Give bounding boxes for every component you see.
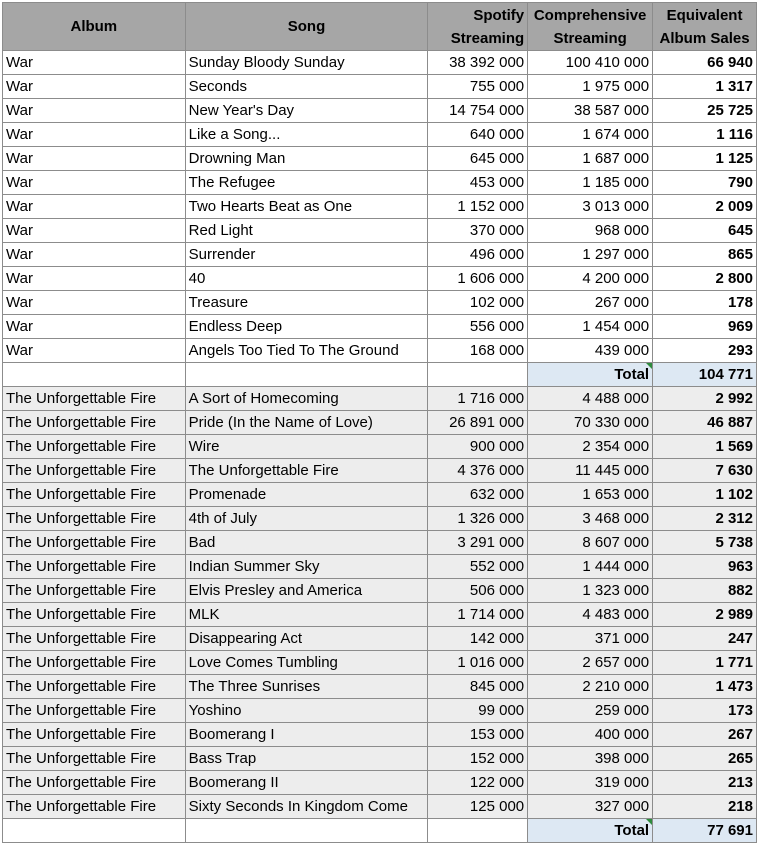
- equivalent-album-sales-cell[interactable]: 247: [653, 627, 757, 651]
- comprehensive-streaming-cell[interactable]: 1 185 000: [528, 171, 653, 195]
- song-cell[interactable]: Love Comes Tumbling: [185, 651, 428, 675]
- equivalent-album-sales-cell[interactable]: 790: [653, 171, 757, 195]
- comprehensive-streaming-cell[interactable]: 4 488 000: [528, 387, 653, 411]
- song-cell[interactable]: Angels Too Tied To The Ground: [185, 339, 428, 363]
- song-cell[interactable]: Red Light: [185, 219, 428, 243]
- spotify-streaming-cell[interactable]: 506 000: [428, 579, 528, 603]
- table-row: [3, 267, 757, 291]
- spotify-streaming-cell[interactable]: 1 152 000: [428, 195, 528, 219]
- equivalent-album-sales-cell[interactable]: 2 312: [653, 507, 757, 531]
- song-cell[interactable]: Sunday Bloody Sunday: [185, 51, 428, 75]
- table-row: [3, 747, 757, 771]
- table-row: [3, 315, 757, 339]
- total-row: [3, 819, 757, 843]
- comprehensive-streaming-cell[interactable]: 400 000: [528, 723, 653, 747]
- comprehensive-streaming-cell[interactable]: 100 410 000: [528, 51, 653, 75]
- album-cell[interactable]: The Unforgettable Fire: [3, 795, 186, 819]
- comprehensive-streaming-cell[interactable]: 259 000: [528, 699, 653, 723]
- table-row: [3, 603, 757, 627]
- song-cell[interactable]: A Sort of Homecoming: [185, 387, 428, 411]
- table-row: [3, 411, 757, 435]
- spotify-streaming-cell[interactable]: 1 326 000: [428, 507, 528, 531]
- comprehensive-streaming-cell[interactable]: 38 587 000: [528, 99, 653, 123]
- album-cell[interactable]: The Unforgettable Fire: [3, 603, 186, 627]
- equivalent-album-sales-cell[interactable]: 267: [653, 723, 757, 747]
- song-cell[interactable]: The Three Sunrises: [185, 675, 428, 699]
- comprehensive-streaming-cell[interactable]: 439 000: [528, 339, 653, 363]
- album-cell[interactable]: War: [3, 339, 186, 363]
- spotify-streaming-cell[interactable]: 900 000: [428, 435, 528, 459]
- equivalent-album-sales-cell[interactable]: 1 771: [653, 651, 757, 675]
- spotify-streaming-cell[interactable]: 552 000: [428, 555, 528, 579]
- album-cell[interactable]: War: [3, 291, 186, 315]
- comprehensive-streaming-cell[interactable]: 319 000: [528, 771, 653, 795]
- song-cell[interactable]: Sixty Seconds In Kingdom Come: [185, 795, 428, 819]
- song-cell[interactable]: The Refugee: [185, 171, 428, 195]
- header-row: [3, 3, 757, 51]
- album-cell[interactable]: The Unforgettable Fire: [3, 459, 186, 483]
- spotify-streaming-cell[interactable]: 122 000: [428, 771, 528, 795]
- spotify-streaming-cell[interactable]: 38 392 000: [428, 51, 528, 75]
- equivalent-album-sales-cell[interactable]: 25 725: [653, 99, 757, 123]
- equivalent-album-sales-cell[interactable]: 1 569: [653, 435, 757, 459]
- comprehensive-streaming-cell[interactable]: 1 975 000: [528, 75, 653, 99]
- spotify-streaming-cell[interactable]: 142 000: [428, 627, 528, 651]
- equivalent-album-sales-cell[interactable]: 265: [653, 747, 757, 771]
- comprehensive-streaming-cell[interactable]: 4 200 000: [528, 267, 653, 291]
- equivalent-album-sales-cell[interactable]: 2 800: [653, 267, 757, 291]
- comprehensive-streaming-cell[interactable]: 1 454 000: [528, 315, 653, 339]
- table-row: [3, 579, 757, 603]
- total-label-cell[interactable]: [528, 363, 653, 387]
- equivalent-album-sales-cell[interactable]: 969: [653, 315, 757, 339]
- table-row: [3, 147, 757, 171]
- equivalent-album-sales-cell[interactable]: 178: [653, 291, 757, 315]
- table-row: [3, 99, 757, 123]
- album-cell[interactable]: The Unforgettable Fire: [3, 627, 186, 651]
- comprehensive-streaming-cell[interactable]: 70 330 000: [528, 411, 653, 435]
- comprehensive-streaming-cell[interactable]: 4 483 000: [528, 603, 653, 627]
- album-cell[interactable]: War: [3, 243, 186, 267]
- total-label-cell[interactable]: [528, 819, 653, 843]
- equivalent-album-sales-cell[interactable]: 173: [653, 699, 757, 723]
- album-cell[interactable]: War: [3, 147, 186, 171]
- album-cell[interactable]: War: [3, 123, 186, 147]
- equivalent-album-sales-cell[interactable]: 66 940: [653, 51, 757, 75]
- spotify-streaming-cell[interactable]: 125 000: [428, 795, 528, 819]
- table-row: [3, 123, 757, 147]
- album-cell[interactable]: The Unforgettable Fire: [3, 483, 186, 507]
- equivalent-album-sales-cell[interactable]: 1 116: [653, 123, 757, 147]
- table-row: [3, 195, 757, 219]
- spotify-streaming-cell[interactable]: 640 000: [428, 123, 528, 147]
- song-cell[interactable]: Promenade: [185, 483, 428, 507]
- song-cell[interactable]: Elvis Presley and America: [185, 579, 428, 603]
- album-cell[interactable]: The Unforgettable Fire: [3, 579, 186, 603]
- spotify-streaming-cell[interactable]: 755 000: [428, 75, 528, 99]
- equivalent-album-sales-cell[interactable]: 963: [653, 555, 757, 579]
- table-row: [3, 243, 757, 267]
- song-cell[interactable]: Boomerang II: [185, 771, 428, 795]
- spotify-streaming-cell[interactable]: 370 000: [428, 219, 528, 243]
- comprehensive-streaming-cell[interactable]: 3 468 000: [528, 507, 653, 531]
- spotify-streaming-cell[interactable]: 168 000: [428, 339, 528, 363]
- spotify-streaming-cell[interactable]: 1 606 000: [428, 267, 528, 291]
- song-cell[interactable]: Drowning Man: [185, 147, 428, 171]
- equivalent-album-sales-cell[interactable]: 2 992: [653, 387, 757, 411]
- comprehensive-streaming-cell[interactable]: 968 000: [528, 219, 653, 243]
- table-row: [3, 483, 757, 507]
- song-cell[interactable]: 4th of July: [185, 507, 428, 531]
- equivalent-album-sales-cell[interactable]: 5 738: [653, 531, 757, 555]
- album-cell[interactable]: War: [3, 99, 186, 123]
- spotify-streaming-cell[interactable]: 4 376 000: [428, 459, 528, 483]
- song-cell[interactable]: 40: [185, 267, 428, 291]
- album-cell[interactable]: War: [3, 219, 186, 243]
- total-value-cell[interactable]: 104 771: [653, 363, 757, 387]
- spotify-streaming-cell[interactable]: 99 000: [428, 699, 528, 723]
- table-row: [3, 291, 757, 315]
- total-label: Total: [614, 365, 650, 383]
- album-cell[interactable]: War: [3, 75, 186, 99]
- song-cell[interactable]: Bad: [185, 531, 428, 555]
- spotify-streaming-cell[interactable]: 845 000: [428, 675, 528, 699]
- comprehensive-streaming-cell[interactable]: 11 445 000: [528, 459, 653, 483]
- song-cell[interactable]: Yoshino: [185, 699, 428, 723]
- comprehensive-streaming-cell[interactable]: 1 653 000: [528, 483, 653, 507]
- table-row: [3, 219, 757, 243]
- song-cell[interactable]: Bass Trap: [185, 747, 428, 771]
- header-comprehensive-streaming[interactable]: Comprehensive Streaming: [528, 3, 653, 51]
- spotify-streaming-cell[interactable]: 1 016 000: [428, 651, 528, 675]
- album-cell[interactable]: The Unforgettable Fire: [3, 387, 186, 411]
- album-cell[interactable]: War: [3, 195, 186, 219]
- equivalent-album-sales-cell[interactable]: 882: [653, 579, 757, 603]
- header-spotify-streaming[interactable]: Spotify Streaming: [428, 3, 528, 51]
- comprehensive-streaming-cell[interactable]: 1 444 000: [528, 555, 653, 579]
- header-song[interactable]: Song: [185, 3, 428, 51]
- album-cell[interactable]: War: [3, 171, 186, 195]
- song-cell[interactable]: Wire: [185, 435, 428, 459]
- comprehensive-streaming-cell[interactable]: 2 657 000: [528, 651, 653, 675]
- equivalent-album-sales-cell[interactable]: 7 630: [653, 459, 757, 483]
- empty-cell[interactable]: [3, 363, 186, 387]
- song-cell[interactable]: Like a Song...: [185, 123, 428, 147]
- song-cell[interactable]: Seconds: [185, 75, 428, 99]
- comprehensive-streaming-cell[interactable]: 327 000: [528, 795, 653, 819]
- equivalent-album-sales-cell[interactable]: 1 473: [653, 675, 757, 699]
- spotify-streaming-cell[interactable]: 102 000: [428, 291, 528, 315]
- spotify-streaming-cell[interactable]: 556 000: [428, 315, 528, 339]
- equivalent-album-sales-cell[interactable]: 865: [653, 243, 757, 267]
- empty-cell[interactable]: [428, 819, 528, 843]
- song-cell[interactable]: Indian Summer Sky: [185, 555, 428, 579]
- album-cell[interactable]: War: [3, 267, 186, 291]
- equivalent-album-sales-cell[interactable]: 645: [653, 219, 757, 243]
- album-cell[interactable]: The Unforgettable Fire: [3, 531, 186, 555]
- comprehensive-streaming-cell[interactable]: 8 607 000: [528, 531, 653, 555]
- comprehensive-streaming-cell[interactable]: 3 013 000: [528, 195, 653, 219]
- song-cell[interactable]: Disappearing Act: [185, 627, 428, 651]
- spotify-streaming-cell[interactable]: 632 000: [428, 483, 528, 507]
- spotify-streaming-cell[interactable]: 152 000: [428, 747, 528, 771]
- comprehensive-streaming-cell[interactable]: 2 210 000: [528, 675, 653, 699]
- song-cell[interactable]: Treasure: [185, 291, 428, 315]
- equivalent-album-sales-cell[interactable]: 293: [653, 339, 757, 363]
- album-cell[interactable]: The Unforgettable Fire: [3, 555, 186, 579]
- streaming-sales-table: [2, 2, 757, 843]
- spotify-streaming-cell[interactable]: 14 754 000: [428, 99, 528, 123]
- album-cell[interactable]: The Unforgettable Fire: [3, 435, 186, 459]
- song-cell[interactable]: Pride (In the Name of Love): [185, 411, 428, 435]
- table-row: [3, 651, 757, 675]
- song-cell[interactable]: Two Hearts Beat as One: [185, 195, 428, 219]
- equivalent-album-sales-cell[interactable]: 1 317: [653, 75, 757, 99]
- total-row: [3, 363, 757, 387]
- table-row: [3, 435, 757, 459]
- spotify-streaming-cell[interactable]: 1 716 000: [428, 387, 528, 411]
- song-cell[interactable]: Boomerang I: [185, 723, 428, 747]
- album-cell[interactable]: The Unforgettable Fire: [3, 699, 186, 723]
- table-row: [3, 699, 757, 723]
- comprehensive-streaming-cell[interactable]: 267 000: [528, 291, 653, 315]
- empty-cell[interactable]: [3, 819, 186, 843]
- header-album[interactable]: Album: [3, 3, 186, 51]
- equivalent-album-sales-cell[interactable]: 2 989: [653, 603, 757, 627]
- header-equivalent-album-sales[interactable]: Equivalent Album Sales: [653, 3, 757, 51]
- table-row: [3, 75, 757, 99]
- album-cell[interactable]: The Unforgettable Fire: [3, 675, 186, 699]
- comprehensive-streaming-cell[interactable]: 1 687 000: [528, 147, 653, 171]
- table-row: [3, 723, 757, 747]
- spotify-streaming-cell[interactable]: 26 891 000: [428, 411, 528, 435]
- empty-cell[interactable]: [185, 363, 428, 387]
- total-label: Total: [614, 821, 650, 839]
- spotify-streaming-cell[interactable]: 645 000: [428, 147, 528, 171]
- album-cell[interactable]: The Unforgettable Fire: [3, 411, 186, 435]
- comprehensive-streaming-cell[interactable]: 1 323 000: [528, 579, 653, 603]
- comment-indicator-icon: [646, 819, 652, 825]
- comprehensive-streaming-cell[interactable]: 1 674 000: [528, 123, 653, 147]
- song-cell[interactable]: Surrender: [185, 243, 428, 267]
- album-cell[interactable]: The Unforgettable Fire: [3, 723, 186, 747]
- equivalent-album-sales-cell[interactable]: 2 009: [653, 195, 757, 219]
- table-row: [3, 555, 757, 579]
- album-cell[interactable]: War: [3, 51, 186, 75]
- equivalent-album-sales-cell[interactable]: 46 887: [653, 411, 757, 435]
- comprehensive-streaming-cell[interactable]: 2 354 000: [528, 435, 653, 459]
- album-cell[interactable]: The Unforgettable Fire: [3, 747, 186, 771]
- table-row: [3, 339, 757, 363]
- spotify-streaming-cell[interactable]: 453 000: [428, 171, 528, 195]
- table-row: [3, 459, 757, 483]
- table-row: [3, 171, 757, 195]
- spotify-streaming-cell[interactable]: 153 000: [428, 723, 528, 747]
- comprehensive-streaming-cell[interactable]: 398 000: [528, 747, 653, 771]
- table-row: [3, 387, 757, 411]
- song-cell[interactable]: MLK: [185, 603, 428, 627]
- album-cell[interactable]: The Unforgettable Fire: [3, 651, 186, 675]
- comprehensive-streaming-cell[interactable]: 371 000: [528, 627, 653, 651]
- table-row: [3, 51, 757, 75]
- comprehensive-streaming-cell[interactable]: 1 297 000: [528, 243, 653, 267]
- spotify-streaming-cell[interactable]: 1 714 000: [428, 603, 528, 627]
- album-cell[interactable]: War: [3, 315, 186, 339]
- table-row: [3, 771, 757, 795]
- equivalent-album-sales-cell[interactable]: 1 125: [653, 147, 757, 171]
- equivalent-album-sales-cell[interactable]: 218: [653, 795, 757, 819]
- album-cell[interactable]: The Unforgettable Fire: [3, 507, 186, 531]
- spotify-streaming-cell[interactable]: 496 000: [428, 243, 528, 267]
- comment-indicator-icon: [646, 363, 652, 369]
- table-row: [3, 507, 757, 531]
- album-cell[interactable]: The Unforgettable Fire: [3, 771, 186, 795]
- spotify-streaming-cell[interactable]: 3 291 000: [428, 531, 528, 555]
- song-cell[interactable]: New Year's Day: [185, 99, 428, 123]
- table-row: [3, 531, 757, 555]
- table-row: [3, 675, 757, 699]
- empty-cell[interactable]: [185, 819, 428, 843]
- table-row: [3, 627, 757, 651]
- song-cell[interactable]: Endless Deep: [185, 315, 428, 339]
- table-row: [3, 795, 757, 819]
- song-cell[interactable]: The Unforgettable Fire: [185, 459, 428, 483]
- empty-cell[interactable]: [428, 363, 528, 387]
- equivalent-album-sales-cell[interactable]: 213: [653, 771, 757, 795]
- total-value-cell[interactable]: 77 691: [653, 819, 757, 843]
- equivalent-album-sales-cell[interactable]: 1 102: [653, 483, 757, 507]
